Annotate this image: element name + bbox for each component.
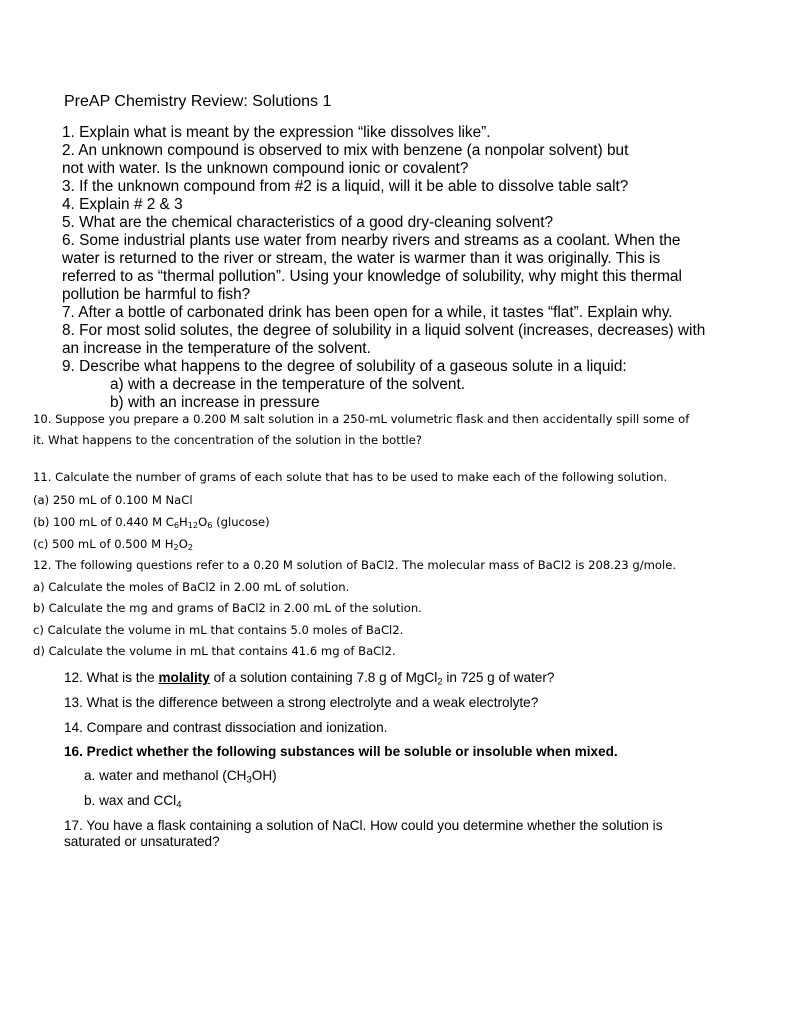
molality-term: molality xyxy=(158,670,210,685)
question-12-intro: 12. The following questions refer to a 0.20 M solution of BaCl2. The molecular mass of BaCl2 is 208.23 g/mole. xyxy=(33,558,677,572)
question-12c: c) Calculate the volume in mL that contains 5.0 moles of BaCl2. xyxy=(33,623,404,637)
question-10-line-1: 10. Suppose you prepare a 0.200 M salt solution in a 250-mL volumetric flask and then accidentally spill some of xyxy=(33,412,690,426)
question-3: 3. If the unknown compound from #2 is a liquid, will it be able to dissolve table salt? xyxy=(62,178,629,195)
question-6-line-3: referred to as “thermal pollution”. Using your knowledge of solubility, why might this thermal xyxy=(62,268,682,285)
question-4: 4. Explain # 2 & 3 xyxy=(62,196,183,213)
question-8-line-2: an increase in the temperature of the solvent. xyxy=(62,340,371,357)
question-17-line-2: saturated or unsaturated? xyxy=(64,834,220,849)
question-12b: b) Calculate the mg and grams of BaCl2 in 2.00 mL of the solution. xyxy=(33,601,422,615)
question-6-line-2: water is returned to the river or stream, the water is warmer than it was originally. This is xyxy=(62,250,661,267)
question-9a: a) with a decrease in the temperature of the solvent. xyxy=(110,376,466,393)
question-12d: d) Calculate the volume in mL that contains 41.6 mg of BaCl2. xyxy=(33,644,396,658)
question-10-line-2: it. What happens to the concentration of the solution in the bottle? xyxy=(33,433,422,447)
question-16b: b. wax and CCl$_4$ xyxy=(84,793,182,811)
question-12a: a) Calculate the moles of BaCl2 in 2.00 mL of solution. xyxy=(33,580,350,594)
question-6-line-1: 6. Some industrial plants use water from nearby rivers and streams as a coolant. When the xyxy=(62,232,681,249)
question-17-line-1: 17. You have a flask containing a solution of NaCl. How could you determine whether the solution is xyxy=(64,818,663,833)
questions-1-9 xyxy=(62,124,762,412)
question-14: 14. Compare and contrast dissociation and ionization. xyxy=(64,720,388,735)
question-16a: a. water and methanol $(CH_3OH)$ xyxy=(84,768,277,786)
question-2-line-1: 2. An unknown compound is observed to mix with benzene (a nonpolar solvent) but xyxy=(62,142,629,159)
question-2-line-2: not with water. Is the unknown compound ionic or covalent? xyxy=(62,160,469,177)
question-6-line-4: pollution be harmful to fish? xyxy=(62,286,251,303)
question-11: 11. Calculate the number of grams of each solute that has to be used to make each of the following solution. xyxy=(33,470,668,484)
question-1: 1. Explain what is meant by the expression “like dissolves like”. xyxy=(62,124,491,141)
question-7: 7. After a bottle of carbonated drink has been open for a while, it tastes “flat”. Explain why. xyxy=(62,304,673,321)
question-9b: b) with an increase in pressure xyxy=(110,394,320,411)
question-9: 9. Describe what happens to the degree of solubility of a gaseous solute in a liquid: xyxy=(62,358,627,375)
question-5: 5. What are the chemical characteristics of a good dry-cleaning solvent? xyxy=(62,214,554,231)
question-13: 13. What is the difference between a strong electrolyte and a weak electrolyte? xyxy=(64,695,539,710)
question-16: 16. Predict whether the following substances will be soluble or insoluble when mixed. xyxy=(64,744,618,759)
question-11c: (c) 500 mL of 0.500 M $H_2O_2$ xyxy=(33,537,193,553)
question-8-line-1: 8. For most solid solutes, the degree of solubility in a liquid solvent (increases, decreases) with xyxy=(62,322,706,339)
page-title: PreAP Chemistry Review: Solutions 1 xyxy=(64,93,332,110)
question-12-molality: 12. What is the molality of a solution containing 7.8 g of MgCl$_2$ in 725 g of water? xyxy=(64,670,555,688)
question-11a: (a) 250 mL of 0.100 M NaCl xyxy=(33,493,193,507)
question-11b: (b) 100 mL of 0.440 M $C_6H_{12}O_6$ (glucose) xyxy=(33,515,270,531)
